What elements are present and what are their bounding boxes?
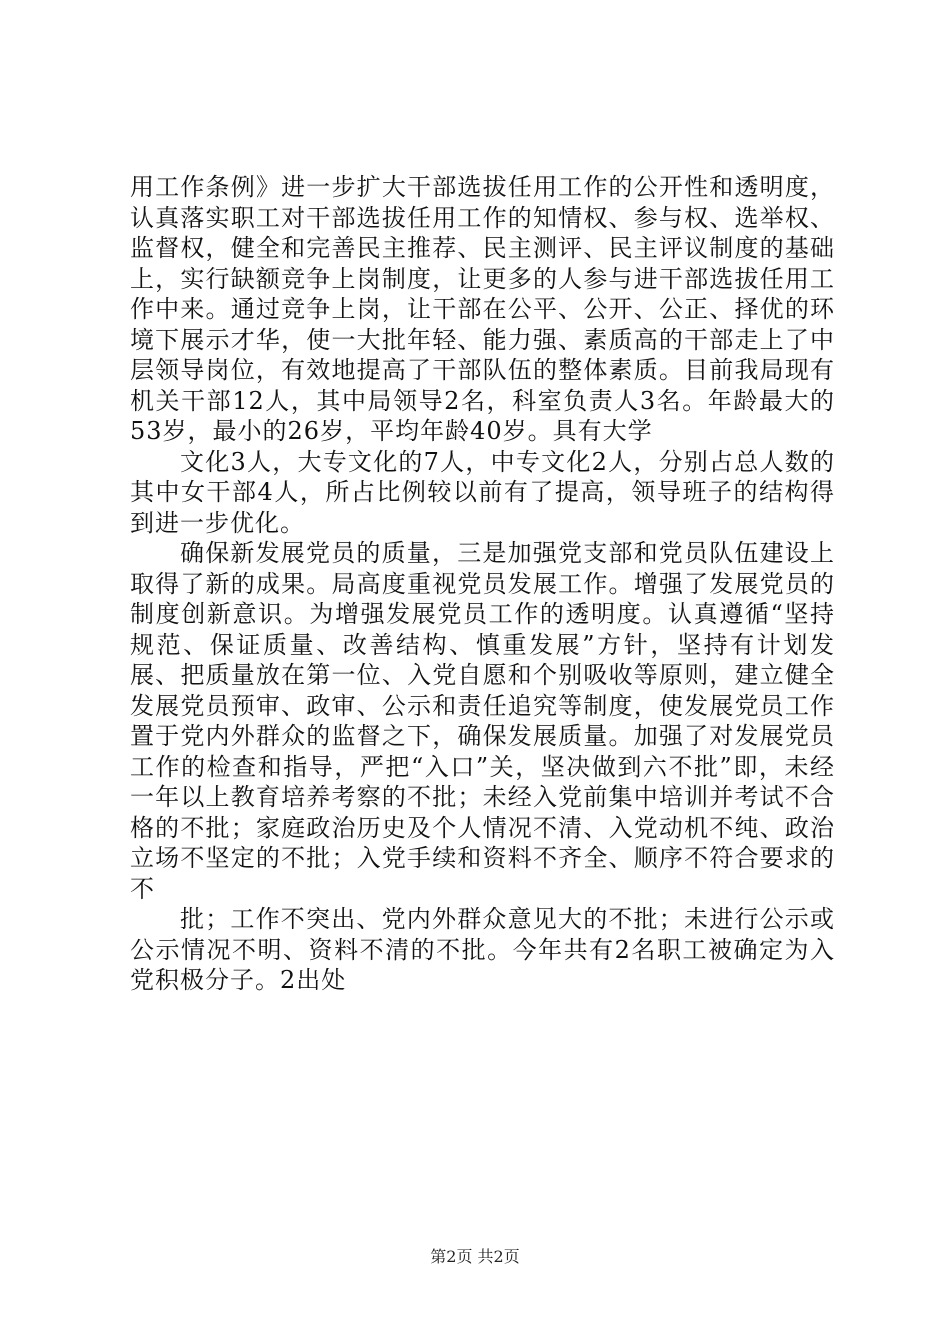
document-body	[130, 172, 835, 996]
paragraph-activists: 批；工作不突出、党内外群众意见大的不批；未进行公示或公示情况不明、资料不清的不批。今年共有2名职工被确定为入党积极分子。2出处	[130, 905, 835, 994]
paragraph-education-structure: 文化3人，大专文化的7人，中专文化2人，分别占总人数的其中女干部4人，所占比例较以前有了提高，领导班子的结构得到进一步优化。	[130, 447, 835, 537]
paragraph-cadre-selection: 用工作条例》进一步扩大干部选拔任用工作的公开性和透明度，认真落实职工对干部选拔任用工作的知情权、参与权、选举权、监督权，健全和完善民主推荐、民主测评、民主评议制度的基础上，实行缺额竞争上岗制度，让更多的人参与进干部选拔任用工作中来。通过竞争上岗，让干部在公平、公开、公正、择优的环境下展示才华，使一大批年轻、能力强、素质高的干部走上了中层领导岗位，有效地提高了干部队伍的整体素质。目前我局现有机关干部12人，其中局领导2名，科室负责人3名。年龄最大的53岁，最小的26岁，平均年龄40岁。具有大学	[130, 173, 835, 445]
page-footer: 第2页 共2页	[430, 1247, 520, 1266]
paragraph-party-member-development: 确保新发展党员的质量，三是加强党支部和党员队伍建设上取得了新的成果。局高度重视党员发展工作。增强了发展党员的制度创新意识。为增强发展党员工作的透明度。认真遵循“坚持规范、保证质量、改善结构、慎重发展”方针，坚持有计划发展、把质量放在第一位、入党自愿和个别吸收等原则，建立健全发展党员预审、政审、公示和责任追究等制度，使发展党员工作置于党内外群众的监督之下，确保发展质量。加强了对发展党员工作的检查和指导，严把“入口”关，坚决做到六不批”即，未经一年以上教育培养考察的不批；未经入党前集中培训并考试不合格的不批；家庭政治历史及个人情况不清、入党动机不纯、政治立场不坚定的不批；入党手续和资料不齐全、顺序不符合要求的不	[130, 539, 835, 903]
